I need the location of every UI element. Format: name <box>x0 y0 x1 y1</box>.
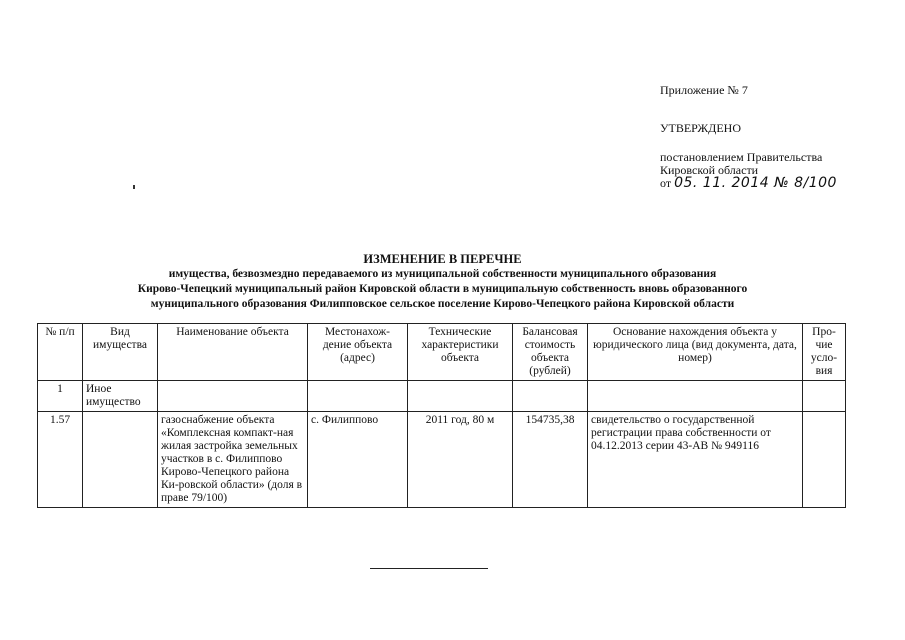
table-cell: Иное имущество <box>83 381 158 412</box>
table-row <box>38 381 846 412</box>
table-cell: 1.57 <box>38 412 83 508</box>
table-cell: 1 <box>38 381 83 412</box>
table-cell <box>408 381 513 412</box>
table-header-row <box>38 324 846 381</box>
resolution-line-1: постановлением Правительства <box>660 150 823 164</box>
resolution-line-2: Кировской области <box>660 163 759 177</box>
header-cell: Вид имущества <box>83 324 158 381</box>
document-heading <box>40 252 845 312</box>
approved-label: УТВЕРЖДЕНО <box>660 121 742 135</box>
table-cell <box>308 381 408 412</box>
heading-line-2: Кирово-Чепецкий муниципальный район Кировской области в муниципальную собственность вновь образованного <box>137 283 748 295</box>
resolution-date <box>660 177 860 190</box>
table-cell: с. Филиппово <box>308 412 408 508</box>
table-cell <box>588 381 803 412</box>
header-cell: Технические характеристики объекта <box>408 324 513 381</box>
table-cell <box>158 381 308 412</box>
header-cell: Балансовая стоимость объекта (рублей) <box>513 324 588 381</box>
header-cell: Местонахож-дение объекта (адрес) <box>308 324 408 381</box>
property-table <box>37 323 846 508</box>
header-cell: Про-чие усло-вия <box>803 324 846 381</box>
heading-title: ИЗМЕНЕНИЕ В ПЕРЕЧНЕ <box>363 252 522 266</box>
table-row <box>38 412 846 508</box>
stray-mark <box>133 185 135 189</box>
header-cell: Наименование объекта <box>158 324 308 381</box>
table-cell <box>513 381 588 412</box>
header-cell: Основание нахождения объекта у юридического лица (вид документа, дата, номер) <box>588 324 803 381</box>
footer-divider <box>370 568 488 569</box>
heading-line-3: муниципального образования Филипповское сельское поселение Кирово-Чепецкого района Кировской области <box>150 298 735 310</box>
table-cell <box>803 381 846 412</box>
table-cell: 154735,38 <box>513 412 588 508</box>
handwritten-date-number: 05. 11. 2014 № 8/100 <box>674 175 837 191</box>
table-cell <box>83 412 158 508</box>
header-cell: № п/п <box>38 324 83 381</box>
appendix-number: Приложение № 7 <box>660 83 748 97</box>
table-cell: 2011 год, 80 м <box>408 412 513 508</box>
date-prefix: от <box>660 176 672 190</box>
table-cell <box>803 412 846 508</box>
heading-line-1: имущества, безвозмездно передаваемого из муниципальной собственности муниципального образования <box>168 268 717 280</box>
table-cell: свидетельство о государственной регистрации права собственности от 04.12.2013 серии 43-АВ № 949116 <box>588 412 803 508</box>
table-cell: газоснабжение объекта «Комплексная компакт-ная жилая застройка земельных участков в с. Филиппово Кирово-Чепецкого района Ки-ровской области» (доля в праве 79/100) <box>158 412 308 508</box>
resolution-text <box>660 151 860 190</box>
